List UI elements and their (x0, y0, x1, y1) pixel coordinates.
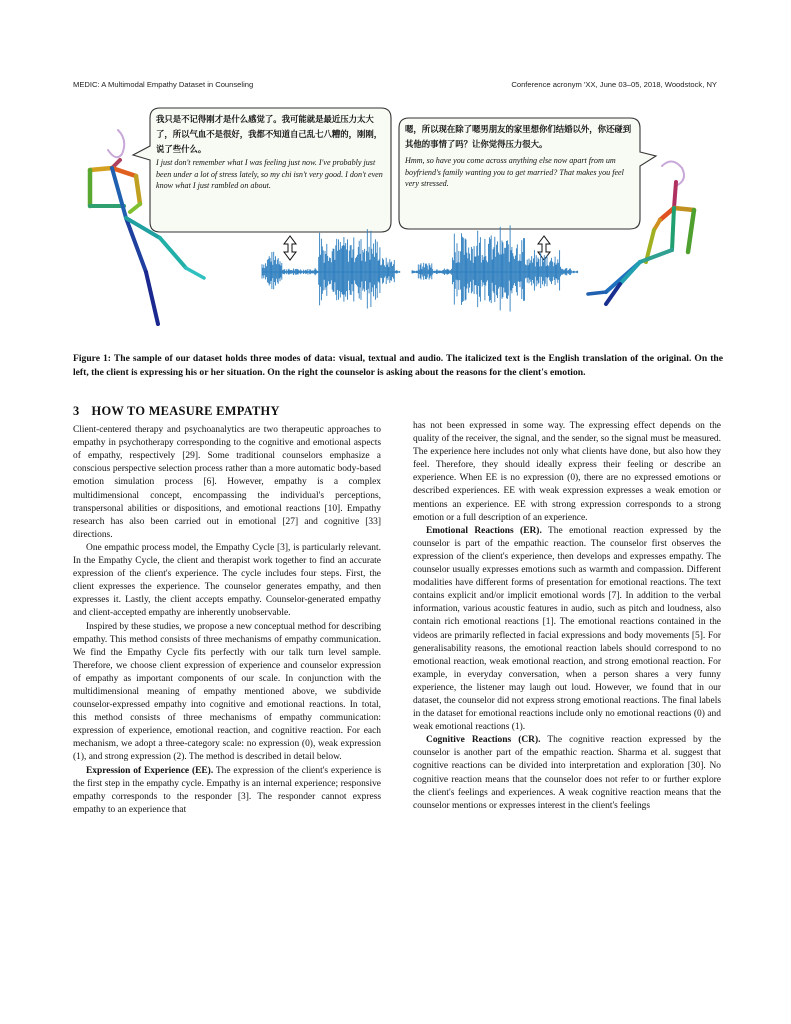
paragraph: Inspired by these studies, we propose a new conceptual method for describing empathy. This method consists of three mechanisms of empathy communication. We find the Empathy Cycle fits perfectly with our talk turn level sample. Therefore, we choose client expression of experience and counselor expression of empathy as important components of our scale. In conjunction with the multidimensional meaning of empathy mentioned above, we subdivide counselor-expressed empathy into cognitive and emotional reactions. In total, this method consists of three mechanisms of empathy communication: expression of experience, emotional reaction, and cognitive reaction. For each mechanism, we adopt a three-category scale: no expression (0), weak expression (1), and strong expression (2). The method is described in detail below. (73, 621, 381, 763)
section-heading (73, 405, 381, 418)
section-number: 3 (73, 404, 80, 418)
paragraph: One empathic process model, the Empathy Cycle [3], is particularly relevant. In the Empathy Cycle, the client and therapist work together to find an accurate expression of the client's experience. The cycle includes four steps. First, the client expresses the experience. The counselor generates empathy, and then expresses it. Lastly, the client accepts empathy. Counselor-generated empathy and client-accepted empathy are inherently unobservable. (73, 542, 381, 619)
left-double-arrow (284, 236, 296, 260)
right-bubble-chinese: 嗯，所以现在除了嗯男朋友的家里想你们结婚以外，你还碰到其他的事情了吗？让你觉得压力很大。 (405, 124, 632, 149)
paragraph-emotional-reactions: Emotional Reactions (ER). The emotional reaction expressed by the counselor is part of the empathic reaction. The counselor first observes the expression of the client's experience, then develops and expresses empathy. The counselor usually expresses emotions such as warmth and compassion. Different modalities have different forms of presentation for emotional reactions. The text contains explicit and/or implicit emotional words [7]. In addition to the verbal information, various acoustic features in audio, such as pitch and loudness, also contain rich emotional reactions [1]. The emotional reactions contained in the videos are primarily reflected in facial expressions and body movements [5]. For generalisability reasons, the emotional reaction labels should correspond to no emotional reaction, weak emotional reaction, and strong emotional reaction. For example, in everyday conversation, when a person shares a very funny experience, the listener may laugh out loud. However, we found that in our dataset, the counselor did not express strong emotional reactions. The final labels in the dataset for emotional reactions include only no emotional reactions (0) and weak emotional reactions (1). (413, 525, 721, 733)
right-audio-waveform (412, 225, 578, 311)
left-bubble-chinese: 我只是不记得刚才是什么感觉了。我可能就是最近压力太大了，所以气血不是很好，我都不知道自己乱七八糟的，刚刚，说了些什么。 (156, 114, 383, 154)
figure-caption: Figure 1: The sample of our dataset holds three modes of data: visual, textual and audio. The italicized text is the English translation of the original. On the left, the client is expressing his or her situation. On the right the counselor is asking about the reasons for the client's emotion. (73, 353, 723, 378)
paragraph-cognitive-reactions: Cognitive Reactions (CR). The cognitive reaction expressed by the counselor is another part of the empathic reaction. Sharma et al. suggest that cognitive reactions can be divided into interpretation and exploration [30]. No cognitive reaction means that the counselor does not refer to or further explore the client's feelings and experiences. A weak cognitive reaction means that the counselor mentions or expresses interest in the client's feelings (413, 735, 721, 811)
running-header-conference: Conference acronym 'XX, June 03–05, 2018, Woodstock, NY (511, 80, 717, 89)
paragraph: Client-centered therapy and psychoanalytics are two therapeutic approaches to empathy in psychotherapy corresponding to the cognitive and emotional aspects of empathy, respectively [29]. Some traditional counselors emphasize a conscious perspective selection process rather than a more automatic body-based emotion simulation process [6]. However, empathy is a complex multidimensional concept, encompassing the individual's perceptions, transpersonal abilities or dispositions, and emotional reactions [10]. Empathy research has also been carried out in emotional [27] and cognitive [33] directions. (73, 425, 381, 540)
run-in-heading-cr: Cognitive Reactions (CR). (426, 735, 541, 746)
right-bubble-text (405, 122, 637, 190)
left-column (73, 405, 381, 817)
paragraph: has not been expressed in some way. The expressing effect depends on the quality of the receiver, the signal, and the sender, so the signal must be measured. The experience here includes not only what clients have done, but also how they feel. Therefore, they should ideally express their feeling or describe an experience. When EE is no expression (0), there are no expressed emotions or described experiences. EE with weak expression expresses a weak emotion or mentions an experience. EE with strong expression corresponds to a strong emotion or a full description of an experience. (413, 421, 721, 523)
run-in-heading-ee: Expression of Experience (EE). (86, 765, 214, 776)
running-header-title: MEDIC: A Multimodal Empathy Dataset in Counseling (73, 80, 254, 89)
right-bubble-english: Hmm, so have you come across anything else now apart from um boyfriend's family wanting you to get married? That makes you feel very stressed. (405, 156, 624, 189)
left-audio-waveform (262, 229, 400, 308)
left-bubble-text (156, 112, 388, 192)
paragraph-expression-of-experience: Expression of Experience (EE). The expression of the client's experience is the first step in the empathy cycle. Empathy is an internal experience; responsive empathy corresponds to the responder [3]. The responder cannot express empathy to an experience that (73, 765, 381, 815)
right-column (413, 420, 721, 813)
figure-1 (0, 0, 791, 345)
section-title: HOW TO MEASURE EMPATHY (91, 404, 280, 418)
run-in-heading-er: Emotional Reactions (ER). (426, 525, 542, 536)
left-bubble-english: I just don't remember what I was feeling just now. I've probably just been under a lot of stress lately, so my chi isn't very good. I don't even know what I just rambled on about. (156, 158, 383, 191)
